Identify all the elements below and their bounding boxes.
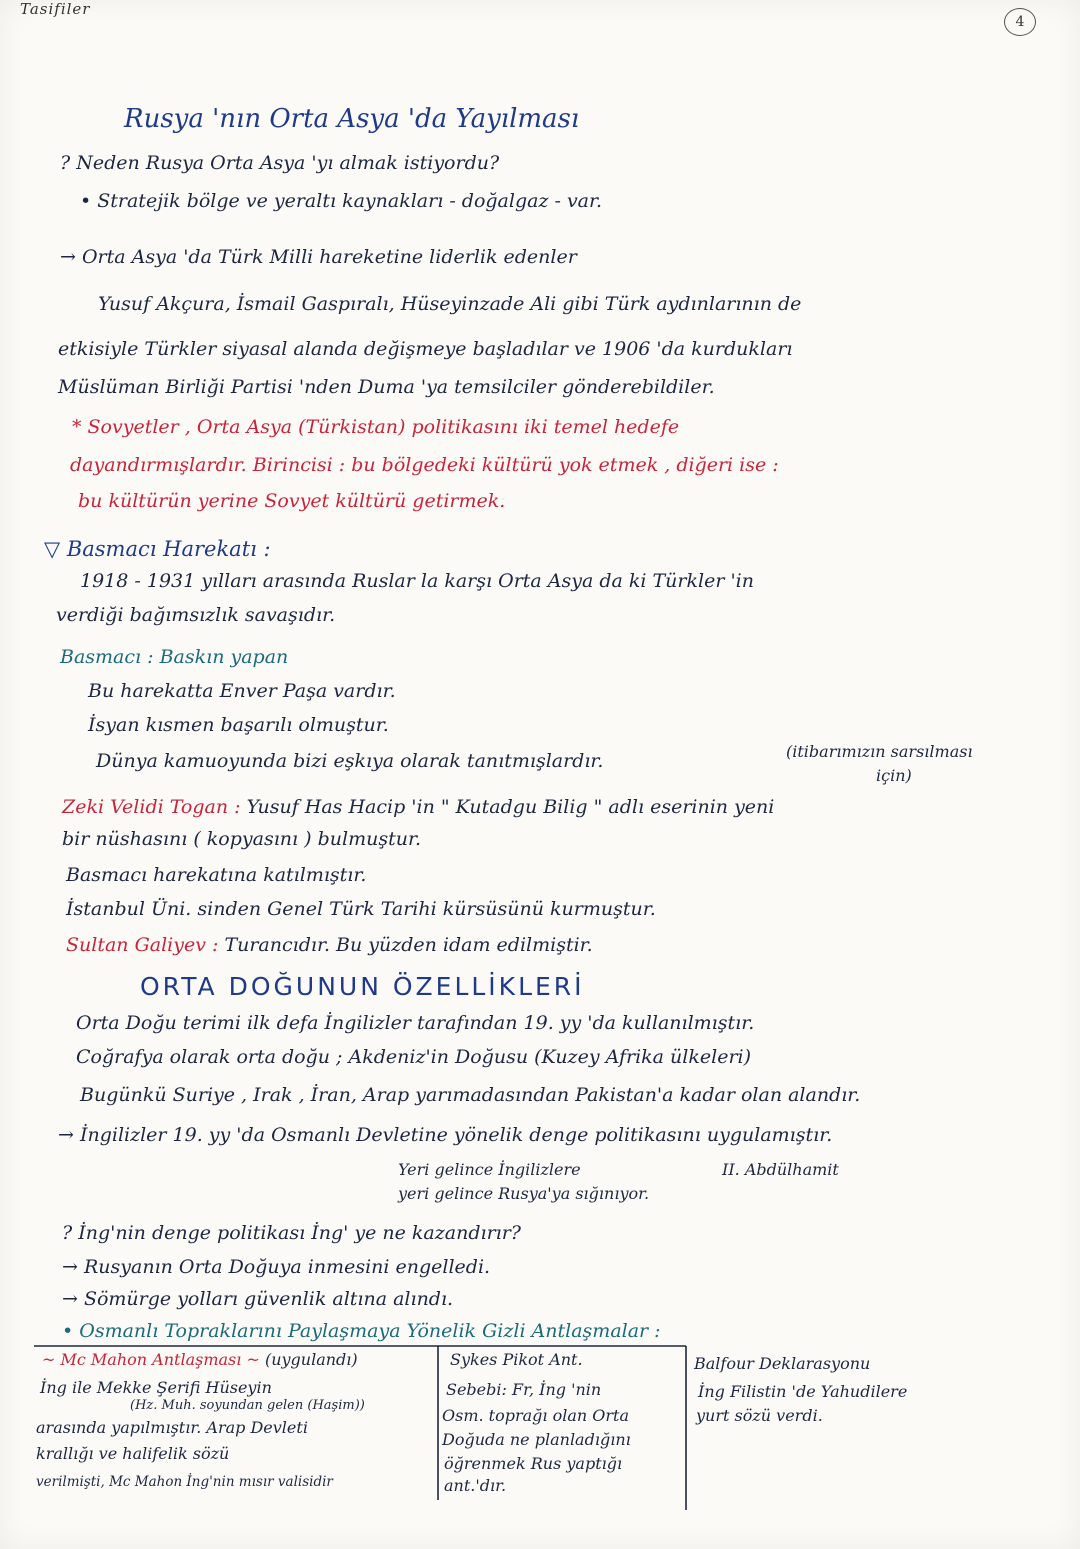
box-line: (Hz. Muh. soyundan gelen (Haşim)) — [130, 1398, 365, 1413]
paragraph-line: 1918 - 1931 yılları arasında Ruslar la karşı Orta Asya da ki Türkler 'in — [80, 570, 754, 592]
person-line-sultan: Sultan Galiyev : Turancıdır. Bu yüzden idam edilmiştir. — [66, 934, 593, 956]
section-heading-basmaci: ▽ Basmacı Harekatı : — [44, 537, 271, 561]
person-line-zeki: Zeki Velidi Togan : Yusuf Has Hacip 'in " Kutadgu Bilig " adlı eserinin yeni — [62, 796, 775, 818]
paragraph-line: Dünya kamuoyunda bizi eşkıya olarak tanıtmışlardır. — [96, 750, 604, 772]
box-line: öğrenmek Rus yaptığı — [444, 1454, 623, 1473]
page-number: 4 — [1004, 8, 1036, 36]
note-line: yeri gelince Rusya'ya sığınıyor. — [398, 1184, 650, 1203]
subheading-line: • Osmanlı Topraklarını Paylaşmaya Yönelik Gizli Antlaşmalar : — [62, 1320, 661, 1342]
paragraph-line: etkisiyle Türkler siyasal alanda değişmeye başladılar ve 1906 'da kurdukları — [58, 338, 793, 360]
box-line: İng ile Mekke Şerifi Hüseyin — [40, 1378, 272, 1397]
sykes-title: Sykes Pikot Ant. — [450, 1350, 583, 1369]
balfour-title: Balfour Deklarasyonu — [694, 1354, 871, 1373]
box-line: yurt sözü verdi. — [696, 1406, 823, 1425]
section-title-russia: Rusya 'nın Orta Asya 'da Yayılması — [124, 104, 580, 134]
star-note-line: dayandırmışlardır. Birincisi : bu bölgedeki kültürü yok etmek , diğeri ise : — [70, 454, 779, 476]
star-note-line: bu kültürün yerine Sovyet kültürü getirmek. — [78, 490, 506, 512]
side-note: (itibarımızın sarsılması — [786, 742, 973, 761]
paragraph-line: İsyan kısmen başarılı olmuştur. — [88, 714, 389, 736]
paragraph-line: Coğrafya olarak orta doğu ; Akdeniz'in Doğusu (Kuzey Afrika ülkeleri) — [76, 1046, 752, 1068]
definition-line: Basmacı : Baskın yapan — [60, 646, 289, 668]
triangle-icon: ▽ — [44, 537, 67, 561]
paragraph-line: → İngilizler 19. yy 'da Osmanlı Devletine yönelik denge politikasını uygulamıştır. — [58, 1124, 833, 1146]
person-name: Sultan Galiyev : — [66, 934, 219, 956]
box-line: arasında yapılmıştır. Arap Devleti — [36, 1418, 308, 1437]
box-line: Osm. toprağı olan Orta — [442, 1406, 630, 1425]
box-line: İng Filistin 'de Yahudilere — [698, 1382, 908, 1401]
question-line: ? Neden Rusya Orta Asya 'yı almak istiyordu? — [60, 152, 500, 174]
paragraph-line: Yusuf Akçura, İsmail Gaspıralı, Hüseyinzade Ali gibi Türk aydınlarının de — [98, 293, 802, 315]
mcmahon-title: ~ Mc Mahon Antlaşması ~ (uygulandı) — [42, 1350, 358, 1369]
answer-line: → Rusyanın Orta Doğuya inmesini engelledi. — [62, 1256, 491, 1278]
box-line: ant.'dır. — [444, 1476, 507, 1495]
box-line: verilmişti, Mc Mahon İng'nin mısır valisidir — [36, 1474, 333, 1490]
paragraph-line: Bu harekatta Enver Paşa vardır. — [88, 680, 396, 702]
paragraph-line: Orta Doğu terimi ilk defa İngilizler tarafından 19. yy 'da kullanılmıştır. — [76, 1012, 755, 1034]
box-line: Sebebi: Fr, İng 'nin — [446, 1380, 602, 1399]
arrow-line: → Orta Asya 'da Türk Milli hareketine liderlik edenler — [60, 246, 577, 268]
paragraph-line: Basmacı harekatına katılmıştır. — [66, 864, 367, 886]
paragraph-line: Bugünkü Suriye , Irak , İran, Arap yarımadasından Pakistan'a kadar olan alandır. — [80, 1084, 861, 1106]
top-cut-text: Tasifiler — [20, 0, 91, 18]
paragraph-line: Müslüman Birliği Partisi 'nden Duma 'ya temsilciler gönderebildiler. — [58, 376, 715, 398]
note-line: II. Abdülhamit — [722, 1160, 839, 1179]
person-name: Zeki Velidi Togan : — [62, 796, 241, 818]
box-line: Doğuda ne planladığını — [442, 1430, 631, 1449]
section-heading-middle-east: ORTA DOĞUNUN ÖZELLİKLERİ — [140, 972, 585, 1001]
paragraph-line: İstanbul Üni. sinden Genel Türk Tarihi kürsüsünü kurmuştur. — [66, 898, 656, 920]
answer-line: → Sömürge yolları güvenlik altına alındı. — [62, 1288, 454, 1310]
side-note: için) — [876, 766, 912, 785]
star-note-line: * Sovyetler , Orta Asya (Türkistan) politikasını iki temel hedefe — [72, 416, 680, 438]
question-line: ? İng'nin denge politikası İng' ye ne kazandırır? — [62, 1222, 521, 1244]
answer-line: • Stratejik bölge ve yeraltı kaynakları - doğalgaz - var. — [80, 190, 603, 212]
box-line: krallığı ve halifelik sözü — [36, 1444, 230, 1463]
note-line: Yeri gelince İngilizlere — [398, 1160, 581, 1179]
paragraph-line: verdiği bağımsızlık savaşıdır. — [56, 604, 336, 626]
paragraph-line: bir nüshasını ( kopyasını ) bulmuştur. — [62, 828, 421, 850]
